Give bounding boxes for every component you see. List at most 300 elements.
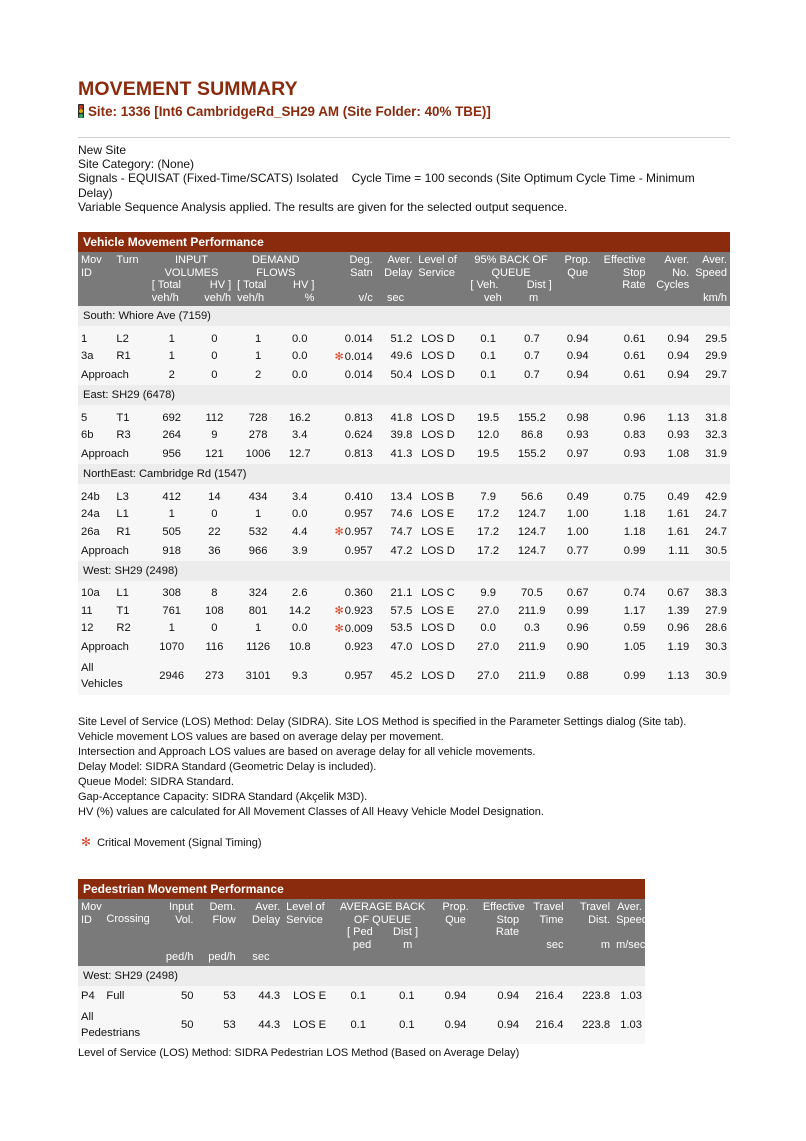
demand-total-cell: 532: [234, 523, 282, 541]
travel-time-label: Travel Time: [533, 901, 564, 926]
cycles-cell: 1.19: [649, 637, 693, 657]
deg-satn-cell: [317, 506, 375, 524]
los-cell: LOS D: [415, 637, 467, 657]
critical-star-icon: ✻: [334, 622, 344, 635]
prop-que-cell: 0.77: [555, 541, 601, 561]
demand-hv-label: HV ]: [293, 279, 315, 291]
queue-dist-cell: 155.2: [509, 444, 555, 464]
deg-satn-cell: [317, 427, 375, 445]
queue-veh-cell: 7.9: [467, 488, 509, 506]
deg-satn-cell: 0.813: [317, 444, 375, 464]
queue-dist-cell: 70.5: [509, 585, 555, 603]
section-name: East: SH29 (6478): [78, 385, 730, 405]
aver-delay-cell: 74.7: [376, 523, 416, 541]
all-vehicles-label: [78, 657, 149, 695]
aver-delay-cell: 47.2: [376, 541, 416, 561]
col-travel-time: [522, 899, 566, 966]
unit-label: m: [528, 291, 539, 304]
col-effective-stop-rate: Effective Stop Rate: [480, 899, 522, 966]
demand-hv-cell: 0.0: [282, 330, 317, 348]
queue-veh-cell: 27.0: [467, 657, 509, 695]
critical-star-icon: ✻: [81, 835, 92, 849]
los-cell: LOS D: [415, 330, 467, 348]
prop-que-cell: 0.94: [555, 365, 601, 385]
approach-section-header: [78, 464, 730, 484]
deg-satn-value: 0.957: [344, 508, 373, 521]
deg-satn-value: 0.624: [344, 429, 373, 442]
input-total-cell: 264: [149, 427, 195, 445]
traffic-signal-icon: [78, 104, 84, 118]
col-mov-id: Mov ID: [78, 252, 113, 306]
deg-satn-value: 0.410: [344, 490, 373, 503]
speed-cell: 30.3: [692, 637, 730, 657]
queue-dist-label: Dist ]: [526, 279, 552, 291]
unit-label: m: [600, 938, 611, 951]
stop-rate-cell: 0.61: [601, 365, 649, 385]
speed-cell: 30.9: [692, 657, 730, 695]
queue-dist-cell: 0.7: [509, 348, 555, 366]
site-info-line: New Site: [78, 143, 127, 157]
queue-ped-label: [ Ped: [347, 926, 373, 938]
demand-total-cell: 1: [234, 348, 282, 366]
aver-delay-label: Aver. Delay: [384, 254, 413, 279]
col-demand-flows: [234, 252, 317, 306]
los-cell: LOS D: [415, 365, 467, 385]
los-cell: LOS D: [415, 657, 467, 695]
crossing-cell: Full: [103, 986, 154, 1006]
deg-satn-value: 0.360: [344, 587, 373, 600]
los-cell: LOS D: [415, 348, 467, 366]
section-name: West: SH29 (2498): [78, 561, 730, 581]
input-total-cell: 1: [149, 506, 195, 524]
cycles-cell: 1.11: [649, 541, 693, 561]
input-vol-cell: 50: [154, 986, 196, 1006]
demand-hv-cell: 4.4: [282, 523, 317, 541]
input-vol-label: Input Vol.: [168, 901, 194, 926]
turn-cell: R1: [113, 523, 148, 541]
speed-cell: 24.7: [692, 506, 730, 524]
pedestrian-table-header: [78, 899, 645, 966]
deg-satn-cell: [317, 409, 375, 427]
prop-que-cell: 0.97: [555, 444, 601, 464]
col-input-volumes: [149, 252, 234, 306]
speed-cell: 38.3: [692, 585, 730, 603]
unit-label: sec: [546, 938, 564, 951]
table-row: [78, 585, 730, 603]
queue-ped-cell: 0.1: [334, 986, 383, 1006]
queue-dist-cell: 0.7: [509, 330, 555, 348]
input-total-cell: 918: [149, 541, 195, 561]
col-travel-dist: [567, 899, 614, 966]
approach-label: Approach: [78, 444, 149, 464]
aver-delay-cell: 44.3: [239, 1006, 283, 1044]
turn-cell: L2: [113, 330, 148, 348]
aver-delay-cell: 39.8: [376, 427, 416, 445]
pedestrian-table-title: Pedestrian Movement Performance: [78, 879, 645, 899]
mov-id-cell: 3a: [78, 348, 113, 366]
all-pedestrians-row: [78, 1006, 645, 1044]
demand-hv-cell: 14.2: [282, 602, 317, 620]
stop-rate-cell: 1.18: [601, 523, 649, 541]
vehicles-label: Vehicles: [81, 678, 123, 690]
queue-veh-cell: 0.1: [467, 348, 509, 366]
approach-row: [78, 541, 730, 561]
table-row: [78, 427, 730, 445]
input-total-cell: 1: [149, 330, 195, 348]
aver-delay-cell: 53.5: [376, 620, 416, 638]
all-label: All: [81, 1010, 94, 1023]
input-total-cell: 1: [149, 620, 195, 638]
unit-label: veh: [483, 291, 502, 304]
note-line: Queue Model: SIDRA Standard.: [78, 776, 234, 788]
input-hv-cell: 0: [195, 330, 235, 348]
mov-id-cell: 12: [78, 620, 113, 638]
input-hv-cell: 0: [195, 365, 235, 385]
col-back-of-queue: [467, 252, 554, 306]
stop-rate-cell: 0.61: [601, 330, 649, 348]
input-hv-cell: 0: [195, 348, 235, 366]
los-cell: LOS E: [415, 602, 467, 620]
unit-label: m: [403, 938, 413, 951]
queue-dist-cell: 124.7: [509, 523, 555, 541]
input-total-cell: 1070: [149, 637, 195, 657]
travel-dist-label: Travel Dist.: [579, 901, 611, 926]
deg-satn-cell: [317, 330, 375, 348]
approach-row: [78, 444, 730, 464]
demand-hv-cell: 3.9: [282, 541, 317, 561]
input-hv-cell: 14: [195, 488, 235, 506]
note-line: Intersection and Approach LOS values are based on average delay for all vehicle movements.: [78, 746, 536, 758]
queue-dist-cell: 124.7: [509, 506, 555, 524]
queue-veh-cell: 17.2: [467, 506, 509, 524]
queue-dist-label: Dist ]: [392, 926, 419, 938]
mov-id-cell: 10a: [78, 585, 113, 603]
aver-delay-cell: 41.3: [376, 444, 416, 464]
prop-que-cell: 0.93: [555, 427, 601, 445]
demand-total-cell: 1006: [234, 444, 282, 464]
deg-satn-value: 0.813: [344, 411, 373, 424]
demand-total-label: [ Total: [237, 279, 267, 291]
col-crossing: Crossing: [103, 899, 154, 966]
los-cell: LOS E: [283, 986, 334, 1006]
los-cell: LOS D: [415, 427, 467, 445]
demand-hv-cell: 10.8: [282, 637, 317, 657]
approach-section-header: [78, 385, 730, 405]
prop-que-cell: 0.98: [555, 409, 601, 427]
queue-veh-cell: 27.0: [467, 602, 509, 620]
cycles-cell: 1.13: [649, 409, 693, 427]
demand-total-cell: 801: [234, 602, 282, 620]
deg-satn-cell: [317, 585, 375, 603]
queue-dist-cell: 211.9: [509, 602, 555, 620]
speed-cell: 27.9: [692, 602, 730, 620]
demand-hv-cell: 3.4: [282, 488, 317, 506]
mov-id-cell: 6b: [78, 427, 113, 445]
all-vehicles-row: [78, 657, 730, 695]
col-aver-delay: [376, 252, 416, 306]
speed-cell: 28.6: [692, 620, 730, 638]
table-row: [78, 409, 730, 427]
input-total-cell: 505: [149, 523, 195, 541]
aver-delay-cell: 21.1: [376, 585, 416, 603]
input-hv-cell: 8: [195, 585, 235, 603]
input-hv-label: HV ]: [209, 279, 232, 291]
table-row: [78, 348, 730, 366]
turn-cell: R3: [113, 427, 148, 445]
note-line: Gap-Acceptance Capacity: SIDRA Standard (Akçelik M3D).: [78, 791, 368, 803]
cycles-cell: 0.94: [649, 365, 693, 385]
cycles-cell: 1.39: [649, 602, 693, 620]
col-level-of-service: Level of Service: [283, 899, 334, 966]
unit-label: ped: [352, 938, 372, 951]
back-of-queue-label: 95% BACK OF QUEUE: [474, 254, 548, 279]
unit-label: veh/h: [204, 291, 232, 304]
queue-dist-cell: 124.7: [509, 541, 555, 561]
pedestrian-movement-table: [78, 879, 648, 1044]
stop-rate-cell: 0.93: [601, 444, 649, 464]
prop-que-cell: 0.67: [555, 585, 601, 603]
los-cell: LOS E: [283, 1006, 334, 1044]
deg-satn-cell: [317, 620, 375, 638]
los-cell: LOS D: [415, 444, 467, 464]
los-cell: LOS D: [415, 541, 467, 561]
table-row: [78, 330, 730, 348]
approach-section-header: [78, 561, 730, 581]
demand-hv-cell: 16.2: [282, 409, 317, 427]
note-line: Site Level of Service (LOS) Method: Delay (SIDRA). Site LOS Method is specified in the Parameter Settings dialog (Site tab).: [78, 716, 687, 728]
turn-cell: L1: [113, 585, 148, 603]
pedestrians-label: Pedestrians: [81, 1026, 141, 1039]
turn-cell: R1: [113, 348, 148, 366]
turn-cell: T1: [113, 409, 148, 427]
prop-que-cell: 1.00: [555, 506, 601, 524]
mov-id-cell: 1: [78, 330, 113, 348]
turn-cell: L1: [113, 506, 148, 524]
input-total-cell: 2: [149, 365, 195, 385]
note-line: Delay Model: SIDRA Standard (Geometric Delay is included).: [78, 761, 377, 773]
input-total-cell: 1: [149, 348, 195, 366]
demand-total-cell: 278: [234, 427, 282, 445]
queue-veh-cell: 12.0: [467, 427, 509, 445]
speed-cell: 1.03: [613, 1006, 645, 1044]
input-vol-cell: 50: [154, 1006, 196, 1044]
dem-flow-cell: 53: [196, 1006, 238, 1044]
deg-satn-cell: [317, 602, 375, 620]
prop-que-cell: 0.94: [555, 330, 601, 348]
demand-flows-label: DEMAND FLOWS: [251, 254, 300, 279]
prop-que-cell: 0.94: [431, 986, 480, 1006]
demand-total-cell: 2: [234, 365, 282, 385]
demand-total-cell: 966: [234, 541, 282, 561]
speed-cell: 42.9: [692, 488, 730, 506]
stop-rate-cell: 1.18: [601, 506, 649, 524]
queue-veh-cell: 9.9: [467, 585, 509, 603]
site-info: [78, 143, 730, 214]
demand-total-cell: 1: [234, 330, 282, 348]
prop-que-cell: 0.99: [555, 602, 601, 620]
demand-total-cell: 1: [234, 506, 282, 524]
speed-cell: 30.5: [692, 541, 730, 561]
deg-satn-cell: 0.014: [317, 365, 375, 385]
demand-total-cell: 324: [234, 585, 282, 603]
cycles-cell: 0.94: [649, 348, 693, 366]
col-back-of-queue: [334, 899, 431, 966]
col-turn: Turn: [113, 252, 148, 306]
table-row: [78, 986, 645, 1006]
deg-satn-value: 0.009: [344, 622, 373, 635]
turn-cell: T1: [113, 602, 148, 620]
stop-rate-cell: 0.61: [601, 348, 649, 366]
turn-cell: L3: [113, 488, 148, 506]
aver-delay-cell: 44.3: [239, 986, 283, 1006]
aver-speed-label: Aver. Speed: [616, 901, 648, 926]
stop-rate-cell: 0.75: [601, 488, 649, 506]
table-row: [78, 523, 730, 541]
queue-veh-cell: 0.1: [467, 330, 509, 348]
cycles-cell: 0.93: [649, 427, 693, 445]
input-hv-cell: 112: [195, 409, 235, 427]
site-info-line: Signals - EQUISAT (Fixed-Time/SCATS) Isolated Cycle Time = 100 seconds (Site Optimum Cycle Time - Minimum Delay): [78, 171, 699, 200]
prop-que-cell: 0.96: [555, 620, 601, 638]
deg-satn-cell: 0.923: [317, 637, 375, 657]
prop-que-cell: 0.94: [555, 348, 601, 366]
stop-rate-cell: 0.59: [601, 620, 649, 638]
deg-satn-value: 0.014: [344, 332, 373, 345]
aver-delay-cell: 13.4: [376, 488, 416, 506]
col-aver-speed: [692, 252, 730, 306]
queue-ped-cell: 0.1: [334, 1006, 383, 1044]
notes: [78, 715, 730, 820]
approach-label: Approach: [78, 365, 149, 385]
demand-hv-cell: 0.0: [282, 620, 317, 638]
critical-star-icon: ✻: [334, 526, 344, 539]
dem-flow-label: Dem. Flow: [209, 901, 236, 926]
stop-rate-cell: 1.17: [601, 602, 649, 620]
pedestrian-los-footnote: Level of Service (LOS) Method: SIDRA Pedestrian LOS Method (Based on Average Delay): [78, 1047, 520, 1059]
input-hv-cell: 108: [195, 602, 235, 620]
queue-veh-cell: 19.5: [467, 444, 509, 464]
stop-rate-cell: 0.94: [480, 986, 522, 1006]
site-title-text: Site: 1336 [Int6 CambridgeRd_SH29 AM (Site Folder: 40% TBE)]: [88, 104, 491, 119]
deg-satn-value: 0.014: [344, 350, 373, 363]
stop-rate-cell: 0.96: [601, 409, 649, 427]
demand-hv-cell: 0.0: [282, 365, 317, 385]
input-hv-cell: 36: [195, 541, 235, 561]
mov-id-cell: P4: [78, 986, 103, 1006]
site-title: [78, 104, 498, 120]
prop-que-cell: 0.88: [555, 657, 601, 695]
speed-cell: 31.9: [692, 444, 730, 464]
note-line: Vehicle movement LOS values are based on average delay per movement.: [78, 731, 444, 743]
table-row: [78, 620, 730, 638]
col-aver-delay: [239, 899, 283, 966]
demand-hv-cell: 3.4: [282, 427, 317, 445]
aver-delay-cell: 50.4: [376, 365, 416, 385]
col-dem-flow: [196, 899, 238, 966]
vehicle-table-header: [78, 252, 730, 306]
cycles-cell: 1.08: [649, 444, 693, 464]
section-name: South: Whiore Ave (7159): [78, 306, 730, 326]
demand-total-cell: 728: [234, 409, 282, 427]
input-total-cell: 692: [149, 409, 195, 427]
demand-total-cell: 1126: [234, 637, 282, 657]
cycles-cell: 1.13: [649, 657, 693, 695]
speed-cell: 31.8: [692, 409, 730, 427]
los-cell: LOS D: [415, 409, 467, 427]
demand-hv-cell: 2.6: [282, 585, 317, 603]
input-hv-cell: 9: [195, 427, 235, 445]
queue-veh-cell: 17.2: [467, 523, 509, 541]
demand-hv-cell: 0.0: [282, 506, 317, 524]
table-row: [78, 602, 730, 620]
demand-total-cell: 434: [234, 488, 282, 506]
mov-id-cell: 24b: [78, 488, 113, 506]
queue-veh-label: [ Veh.: [470, 279, 499, 291]
demand-total-cell: 3101: [234, 657, 282, 695]
travel-time-cell: 216.4: [522, 986, 566, 1006]
critical-legend-text: Critical Movement (Signal Timing): [97, 837, 262, 849]
queue-dist-cell: 155.2: [509, 409, 555, 427]
mov-id-cell: 11: [78, 602, 113, 620]
travel-time-cell: 216.4: [522, 1006, 566, 1044]
los-cell: LOS C: [415, 585, 467, 603]
cycles-cell: 0.94: [649, 330, 693, 348]
unit-label: sec: [386, 291, 405, 304]
stop-rate-cell: 0.94: [480, 1006, 522, 1044]
queue-dist-cell: 0.7: [509, 365, 555, 385]
queue-dist-cell: 211.9: [509, 657, 555, 695]
los-cell: LOS E: [415, 506, 467, 524]
unit-label: veh/h: [151, 291, 179, 304]
col-effective-stop-rate: Effective Stop Rate: [601, 252, 649, 306]
cycles-cell: 1.61: [649, 523, 693, 541]
approach-label: Approach: [78, 541, 149, 561]
input-total-cell: 761: [149, 602, 195, 620]
mov-id-cell: 26a: [78, 523, 113, 541]
prop-que-cell: 0.49: [555, 488, 601, 506]
queue-veh-cell: 0.1: [467, 365, 509, 385]
aver-delay-cell: 47.0: [376, 637, 416, 657]
note-line: HV (%) values are calculated for All Movement Classes of All Heavy Vehicle Model Designation.: [78, 806, 544, 818]
speed-cell: 32.3: [692, 427, 730, 445]
approach-row: [78, 637, 730, 657]
speed-cell: 29.5: [692, 330, 730, 348]
approach-label: Approach: [78, 637, 149, 657]
speed-cell: 29.9: [692, 348, 730, 366]
aver-delay-cell: 57.5: [376, 602, 416, 620]
input-hv-cell: 22: [195, 523, 235, 541]
vehicle-movement-table: [78, 232, 730, 695]
input-hv-cell: 0: [195, 620, 235, 638]
input-hv-cell: 273: [195, 657, 235, 695]
back-of-queue-label: AVERAGE BACK OF QUEUE: [339, 901, 426, 926]
approach-row: [78, 365, 730, 385]
queue-dist-cell: 0.3: [509, 620, 555, 638]
unit-label: veh/h: [237, 291, 265, 304]
cycles-cell: 0.67: [649, 585, 693, 603]
vehicle-table-title: Vehicle Movement Performance: [78, 232, 730, 252]
los-cell: LOS E: [415, 523, 467, 541]
aver-delay-label: Aver. Delay: [252, 901, 281, 926]
travel-dist-cell: 223.8: [567, 1006, 614, 1044]
title-divider: [78, 137, 730, 138]
approach-section-header: [78, 966, 645, 986]
aver-delay-cell: 41.8: [376, 409, 416, 427]
input-hv-cell: 116: [195, 637, 235, 657]
speed-cell: 1.03: [613, 986, 645, 1006]
prop-que-cell: 0.94: [431, 1006, 480, 1044]
critical-movement-legend: [81, 835, 262, 849]
